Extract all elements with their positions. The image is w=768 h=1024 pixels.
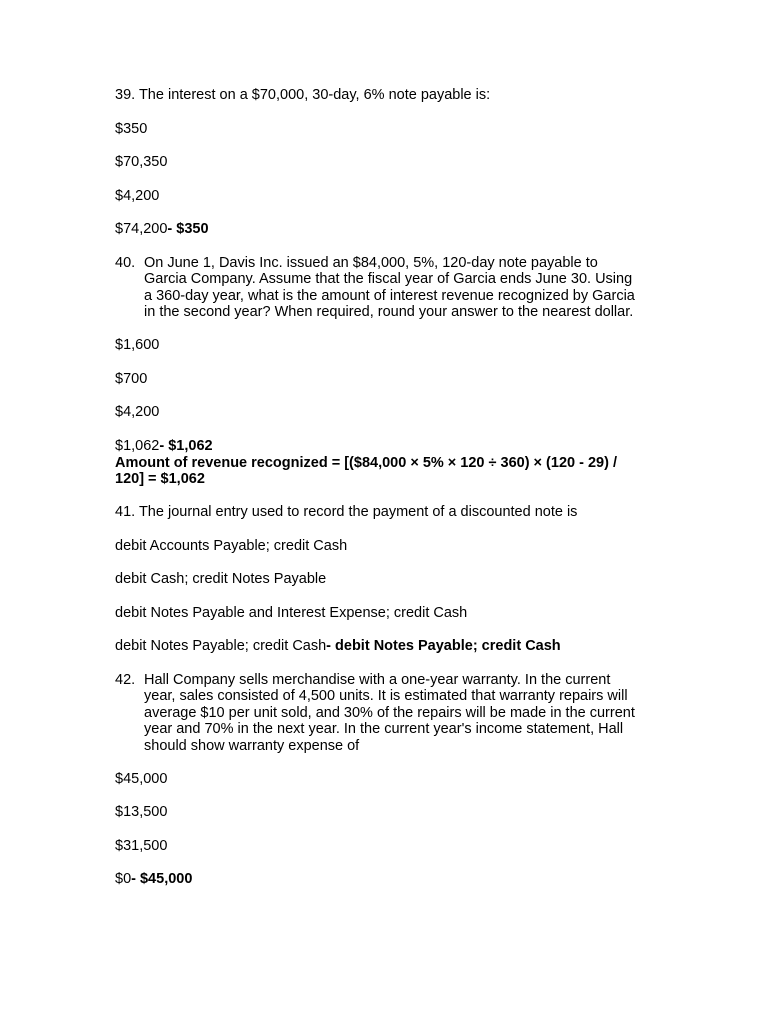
question-39 (115, 87, 768, 104)
option: $1,062 (115, 437, 160, 454)
question-number: 41. (115, 504, 136, 520)
answer: - $350 (167, 221, 209, 237)
question-text: Hall Company sells merchandise with a one-year warranty. In the current year, sales consisted of 4,500 units. It is estimated that warranty repairs will average $10 per unit sold, and 30% of the repairs will be made in the current year and 70% in the next year. In the current year's income statement, Hall should show warranty expense of (144, 671, 635, 754)
option: debit Accounts Payable; credit Cash (115, 537, 348, 554)
option: $13,500 (115, 804, 168, 820)
option: $700 (115, 370, 148, 387)
option-with-answer (115, 221, 768, 238)
question-text: The interest on a $70,000, 30-day, 6% note payable is: (138, 87, 491, 103)
option-with-answer (115, 438, 768, 455)
question-41 (115, 504, 768, 521)
question-text: On June 1, Davis Inc. issued an $84,000, 5%, 120-day note payable to Garcia Company. Assume that the fiscal year of Garcia ends June 30. Using a 360-day year, what is the amount of interest revenue recognized by Garcia in the second year? When required, round your answer to the nearest dollar. (144, 254, 635, 320)
option-with-answer (115, 638, 768, 655)
question-number: 40. (115, 254, 136, 271)
option: $4,200 (115, 404, 160, 420)
option: $31,500 (115, 837, 168, 854)
option: $350 (115, 120, 148, 137)
option: debit Notes Payable; credit Cash (115, 638, 327, 654)
option: $45,000 (115, 770, 168, 787)
option-with-answer (115, 871, 768, 888)
option: debit Cash; credit Notes Payable (115, 571, 327, 587)
option: $74,200 (115, 221, 168, 237)
option: $1,600 (115, 337, 160, 353)
option: debit Notes Payable and Interest Expense; credit Cash (115, 604, 468, 621)
answer-explanation: Amount of revenue recognized = [($84,000 × 5% × 120 ÷ 360) × (120 - 29) / 120] = $1,062 (115, 454, 617, 487)
question-number: 39. (115, 87, 136, 103)
answer: - $45,000 (131, 871, 193, 887)
question-40 (115, 255, 768, 321)
option: $0 (115, 871, 132, 887)
answer: - debit Notes Payable; credit Cash (326, 638, 561, 654)
question-number: 42. (115, 671, 136, 688)
question-42 (115, 672, 768, 755)
option: $70,350 (115, 154, 168, 170)
answer: - $1,062 (159, 437, 213, 454)
question-text: The journal entry used to record the payment of a discounted note is (138, 504, 578, 520)
option: $4,200 (115, 187, 160, 204)
